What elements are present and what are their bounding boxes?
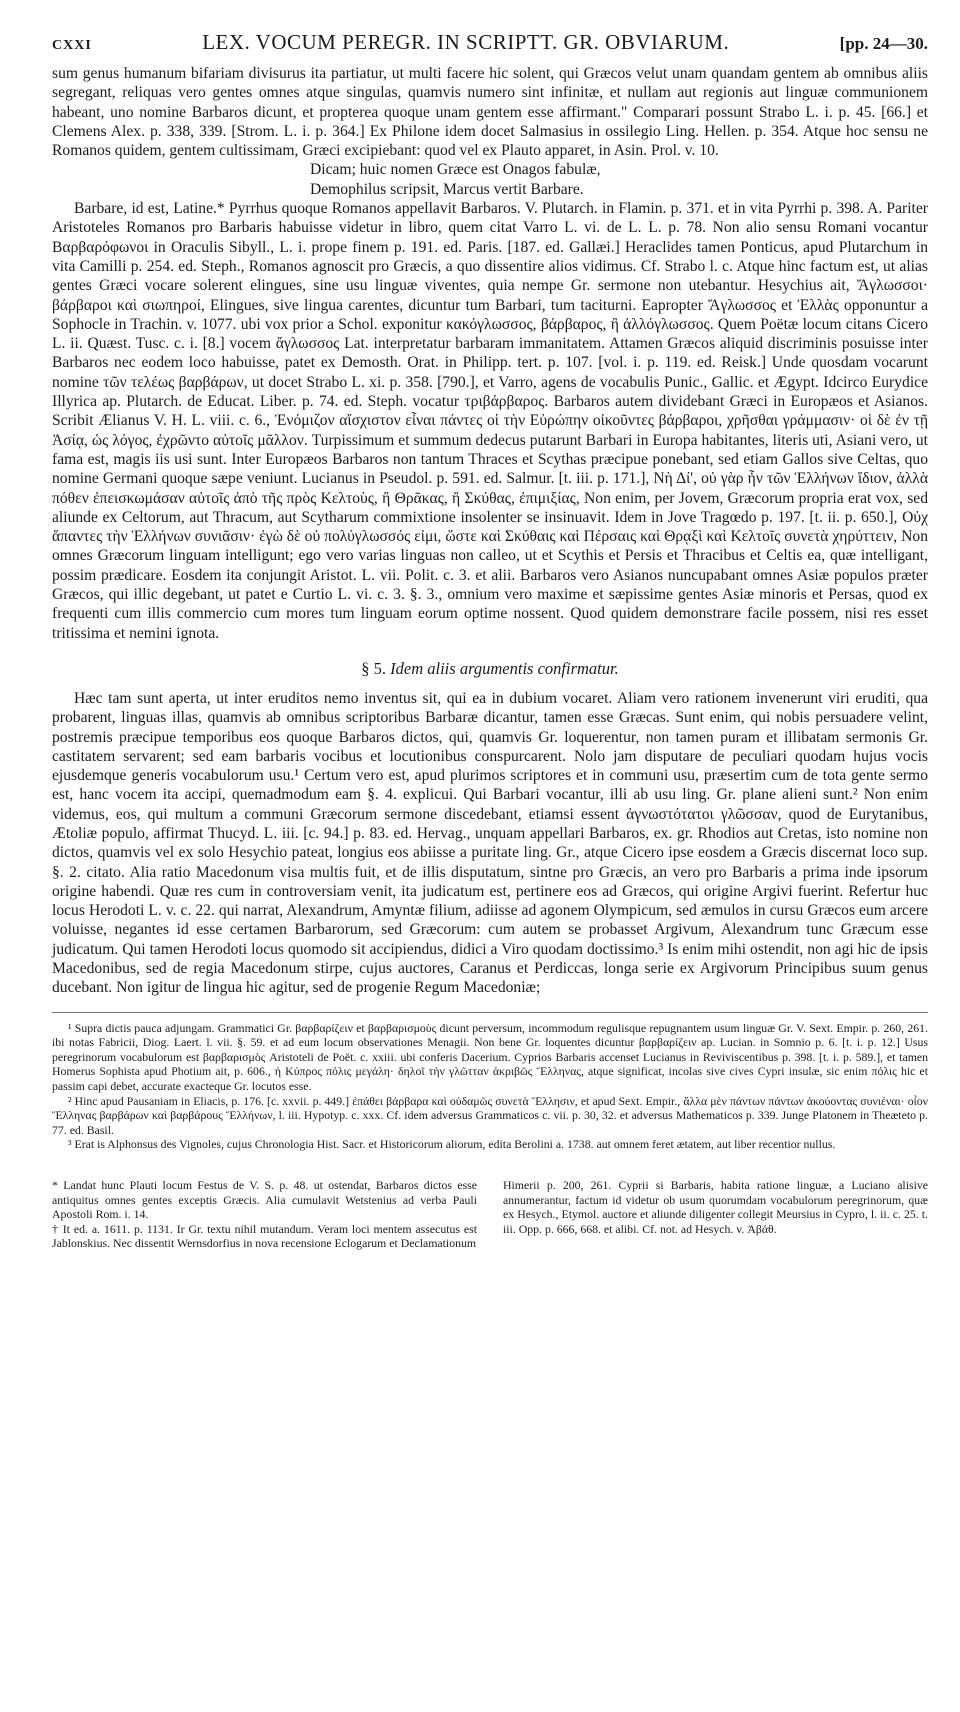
section-number: § 5. [361,658,387,678]
paragraph: Hæc tam sunt aperta, ut inter eruditos nemo inventus sit, qui ea in dubium vocaret. Aliam vero rationem invenerunt viri eruditi, qua probarent, linguas illas, quamvis ab omnibus scriptoribus Barbaræ dicantur, tamen esse Græcas. Sunt enim, qui nobis persuadere velint, postremis præcipue temporibus eos quoque Barbaros dictos, qui, quamvis Gr. loquerentur, non tamen puram et illibatam sermonis Gr. castitatem servarent; sed eam barbaris vocibus et locutionibus conspurcarent. Nolo jam disputare de peculiari quodam hujus vocis ejusdemque generis vocabulorum usu.¹ Certum vero est, apud plurimos scriptores et in communi usu, præsertim cum de tota gente sermo est, hanc vocem ita accipi, quemadmodum eam §. 4. explicui. Qui Barbari vocantur, illi ab usu ling. Gr. plane alieni sunt.² Non enim videmus, eos, qui multum a communi Græcorum sermone discedebant, etiamsi essent ἀγνωστότατοι γλῶσσαν, quod de Eurytanibus, Ætoliæ populo, affirmat Thucyd. L. iii. [c. 94.] p. 83. ed. Hervag., unquam appellari Barbaros, ex. gr. Rhodios aut Cretas, isto nomine non dictos, quamvis vel ex solo Hesychio pateat, longius eos abiisse a puritate ling. Gr., atque Cicero ipse eosdem a Græcis discernat loco sup. §. 2. citato. Alia ratio Macedonum visa multis fuit, et de illis disputatum, sintne pro Græcis, an vero pro Barbaris a prima inde ipsorum origine habendi. Quæ res cum in controversiam venit, ita judicatum est, pertinere eos ad Græcos, qui origine Argivi fuerint. Refertur huc locus Herodoti L. v. c. 22. qui narrat, Alexandrum, Amyntæ filium, adiisse ad agonem Olympicum, sed æmulos in cursu Græcos eum arcere voluisse, negantes id esse certamen Barbarorum, sed Græcorum: cum autem se probasset Argivum, Alexandrum tunc Græcum esse judicatum. Qui tamen Herodoti locus quomodo sit accipiendus, didici a Viro quodam doctissimo.³ Is enim mihi ostendit, non agi hic de ipsis Macedonibus, sed de regia Macedonum stirpe, cujus auctores, Caranus et Perdiccas, longa serie ex Argivorum Principibus suum genus ducebant. Non igitur de lingua hic agitur, sed de progenie Regum Macedoniæ; [52,689,928,997]
editor-note: † It ed. a. 1611. p. 1131. Ir Gr. textu nihil mutandum. Veram loci mentem assecutus est Jablonskius. Nec dissentit Wernsdorfius in nova recensione Eclogarum et Declamationum [52,1221,477,1251]
footnote: ² Hinc apud Pausaniam in Eliacis, p. 176. [c. xxvii. p. 449.] ἐπάθει βάρβαρα καὶ οὐδαμῶς συνετὰ Ἕλλησιν, et apud Sext. Empir., ἅλλα μὲν πάντων πάντων ἀκούοντας συνιέναι· οἷον Ἕλληνας βαρβάρων καὶ βαρβάρους Ἕλλήνων, l. iii. Hypotyp. c. xxx. Cf. idem adversus Grammaticos c. vii. p. 30, 32. et adversus Mathematicos p. 339. Junge Platonem in Theæteto p. 77. ed. Basil. [52,1093,928,1137]
main-text [52,64,928,998]
page-number: CXXI [52,38,92,53]
verse-quote [310,160,928,199]
page [52,30,928,1690]
footnote: ³ Erat is Alphonsus des Vignoles, cujus Chronologia Hist. Sacr. et Historicorum aliorum, edita Berolini a. 1738. aut omnem feret ætatem, aut liber recentior nullus. [68,1137,836,1152]
footnotes [52,1021,928,1152]
editor-notes [52,1178,928,1251]
section-title: Idem aliis argumentis confirmatur. [390,658,619,678]
verse-line: Demophilus scripsit, Marcus vertit Barbare. [310,180,584,198]
editor-notes-right [503,1178,928,1251]
editor-note: Himerii p. 200, 261. Cyprii si Barbaris, habita ratione linguæ, a Luciano alisive annumerantur, factum id videtur ob usum quorumdam vocabulorum peregrinorum, quæ ex Hesych., Etymol. auctore et aliunde diligenter collegit Meursius in Cypro, l. ii. c. 25. t. iii. Opp. p. 666, 668. et alibi. Cf. not. ad Hesych. v. Ἀβάθ. [503,1178,928,1236]
editor-note: * Landat hunc Plauti locum Festus de V. S. p. 48. ut ostendat, Barbaros dictos esse antiquitus omnes gentes exceptis Græcis. Alia cumulavit Wetstenius ad verba Pauli Apostoli Rom. i. 14. [52,1178,477,1222]
running-title: LEX. VOCUM PEREGR. IN SCRIPTT. GR. OBVIARUM. [202,30,730,54]
paragraph: Barbare, id est, Latine.* Pyrrhus quoque Romanos appellavit Barbaros. V. Plutarch. in Flamin. p. 371. et in vita Pyrrhi p. 398. A. Pariter Aristoteles Romanos pro Barbaris habuisse videtur in libro, quem citat Varro L. vi. de L. L. p. 78. Non alio sensu Romani vocantur Βαρβαρόφωνοι in Oraculis Sibyll., L. i. prope finem p. 191. ed. Paris. [187. ed. Gallæi.] Heraclides tamen Ponticus, apud Plutarchum in vita Camilli p. 254. ed. Steph., Romanos agnoscit pro Græcis, a quo dissentire alios vidimus. Cf. Strabo l. c. Atque hinc factum est, ut alias gentes Græci vocare solerent elingues, sine usu linguæ viventes, quia nempe Gr. sermone non utebantur. Hesychius ait, Ἄγλωσσοι· βάρβαροι καὶ σιωπηροί, Elingues, sive lingua carentes, dicuntur tum Barbari, tum taciturni. Eapropter Ἄγλωσσος et Ἑλλὰς opponuntur a Sophocle in Trachin. v. 1077. ubi vox prior a Schol. exponitur κακόγλωσσος, βάρβαρος, ἢ ἀλλόγλωσσος. Quem Poëtæ locum citans Cicero L. ii. Quæst. Tusc. c. i. [8.] vocem ἄγλωσσος Lat. interpretatur barbaram immanitatem. Attamen Græcos aliquid discriminis posuisse inter Barbaros nec eodem loco habuisse, patet ex Demosth. Orat. in Philipp. tert. p. 107. [vol. i. p. 119. ed. Reisk.] Unde quosdam vocarunt nomine τῶν τελέως βαρβάρων, ut docet Strabo L. xi. p. 358. [790.], et Varro, agens de vocabulis Punic., Gallic. et Ægypt. Idcirco Eurydice Illyrica ap. Plutarch. de Educat. Liber. p. 74. ed. Steph. vocatur τριβάρβαρος. Barbaros autem dividebant Græci in Europæos et Asianos. Scribit Ælianus V. H. L. viii. c. 6., Ἐνόμιζον αἴσχιστον εἶναι πάντες οἱ τὴν Εὐρώπην οἰκοῦντες βάρβαροι, χρῆσθαι γράμμασιν· οἱ δὲ ἐν τῇ Ἀσίᾳ, ὡς λόγος, ἐχρῶντο αὐτοῖς μᾶλλον. Turpissimum et summum dedecus putarunt Barbari in Europa habitantes, literis uti, Asiani vero, ut fama est, magis iis usi sunt. Inter Europæos Barbaros non tantum Thraces et Scythas præcipue ponebant, sed etiam Gallos sive Celtas, quo nomine Germani quoque sæpe veniunt. Lucianus in Pseudol. p. 591. ed. Salmur. [t. iii. p. 171.], Νὴ Δί', οὐ γὰρ ἦν τῶν Ἑλλήνων ἴδιον, ἀλλὰ πόθεν ἐπεισκωμάσαν αὐτοῖς ἀπὸ τῆς πρὸς Κελτοὺς, ἢ Θρᾶκας, ἢ Σκύθας, ἐπιμιξίας, Non enim, per Jovem, Græcorum propria erat vox, sed aliunde ex Celtorum, aut Thracum, aut Scytharum commixtione insolenter se insinuavit. Idem in Jove Tragœdo p. 197. [t. ii. p. 650.], Οὐχ ἅπαντες τὴν Ἑλλήνων συνιᾶσιν· ἐγὼ δὲ οὐ πολύγλωσσός εἰμι, ὥστε καὶ Σκύθαις καὶ Πέρσαις καὶ Θρᾳξὶ καὶ Κελτοῖς συνετὰ χηρύττειν, Non omnes Græcorum linguam intelligunt; ego vero varias linguas non calleo, ut et Scythis et Persis et Thracibus et Celtis ea, quæ intelligant, possim prædicare. Eosdem ita conjungit Aristot. L. vii. Polit. c. 3. et alii. Barbaros vero Asianos nuncupabant omnes Asiæ populos præter Græcos, qui illic degebant, ut patet e Curtio L. vi. c. 3. §. 3., omnium vero maxime et sæpissime gentes Asiæ minoris et Persas, quod ex frequenti cum illis commercio cum mores tum linguam eorum optime nossent. Quod quidem demonstrare facile possem, nisi res esset tritissima et nemini ignota. [52,200,928,642]
running-header [52,30,928,64]
paragraph: sum genus humanum bifariam divisurus ita partiatur, ut multi facere hic solent, qui Græcos velut unam quandam gentem ab omnibus aliis segregant, reliquas vero gentes omnes atque singulas, quamvis numero sint infinitæ, et nullam aut regionis aut linguæ communionem habeant, uno nomine Barbaros dicunt, et propterea quoque unam gentem esse affirmant." Comparari possunt Strabo L. i. p. 45. [66.] et Clemens Alex. p. 338, 339. [Strom. L. i. p. 364.] Ex Philone idem docet Salmasius in ossilegio Ling. Hellen. p. 354. Atque hoc sensu ne Romanos quidem, gentem cultissimam, Græci excipiebant: quod vel ex Plauto apparet, in Asin. Prol. v. 10. [52,65,928,160]
page-range: [pp. 24—30. [839,34,928,53]
footnote: ¹ Supra dictis pauca adjungam. Grammatici Gr. βαρβαρίζειν et βαρβαρισμοὺς dicunt perversum, incommodum regulisque repugnantem usum linguæ Gr. V. Sext. Empir. p. 260, 261. ibi notas Fabricii, Diog. Laert. l. vii. §. 59. et ad eum locum observationes Menagii. Non bene Gr. loquentes dicuntur βαρβαρίζειν ap. Lucian. in Somnio p. 6. [t. i. p. 12.] Usus peregrinorum vocabulorum est βαρβαρισμὸς Aristoteli de Poët. c. xxiii. ubi conferis Dacerium. Cyprios Barbaris accenset Lucianus in Reviviscentibus p. 398. [t. i. p. 589.], et tamen Homerus Sophista apud Photium ait, p. 606., ἡ Κύπρος πόλις μεγάλη· δηλοῖ τὴν γλῶτταν ἀκριβῶς Ἕλληνας, atque significat, incolas sive cives Cypri insulæ, sic enim πόλις hic et passim capi debet, accurate exacteque Gr. locutos esse. [52,1020,928,1094]
section-heading [52,659,928,679]
editor-notes-left [52,1178,477,1251]
footnote-divider [52,1012,928,1013]
verse-line: Dicam; huic nomen Græce est Onagos fabulæ, [310,161,601,179]
